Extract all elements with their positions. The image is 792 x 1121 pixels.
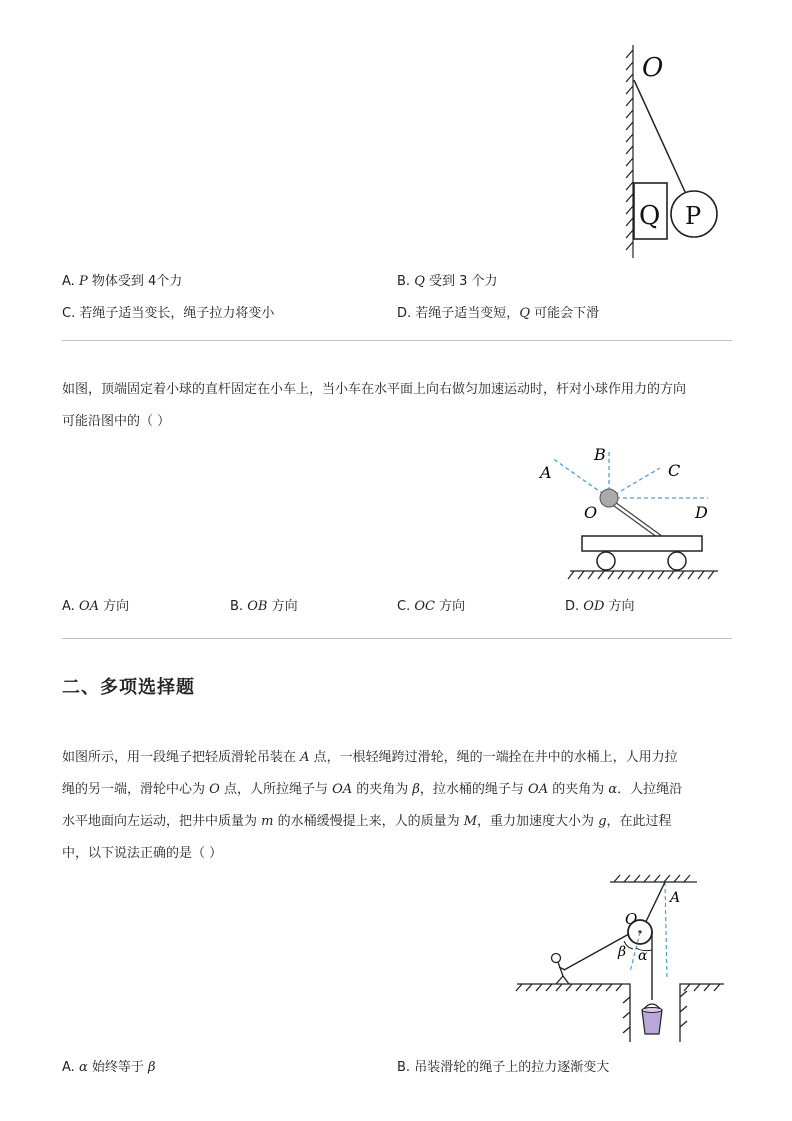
dashed-directions (552, 450, 708, 498)
ceiling-hatch (610, 875, 697, 882)
q3-stem-line1: 如图所示，用一段绳子把轻质滑轮吊装在 A 点，一根轻绳跨过滑轮，绳的一端拴在井中的水桶上，人用力拉 (62, 750, 678, 765)
q3-stem-line4: 中，以下说法正确的是（ ） (62, 846, 223, 861)
label-o: O (625, 910, 638, 928)
q2-stem-line1: 如图，顶端固定着小球的直杆固定在小车上，当小车在水平面上向右做匀加速运动时，杆对小球作用力的方向 (62, 382, 687, 397)
label-a: A (540, 463, 552, 482)
label-p: P (685, 202, 702, 230)
q1-option-a[interactable]: A. P 物体受到 4个力 (62, 274, 183, 289)
q1-option-c[interactable]: C. 若绳子适当变长，绳子拉力将变小 (62, 306, 275, 321)
q3-stem-line2: 绳的另一端，滑轮中心为 O 点，人所拉绳子与 OA 的夹角为 β，拉水桶的绳子与 OA 的夹角为 α．人拉绳沿 (62, 782, 683, 797)
label-beta: β (618, 944, 627, 960)
q3-stem (62, 742, 732, 870)
q3-stem-line3: 水平地面向左运动，把井中质量为 m 的水桶缓慢提上来，人的质量为 M，重力加速度大小为 g，在此过程 (62, 814, 672, 829)
q2-stem (62, 374, 732, 438)
section-title: 二、多项选择题 (62, 677, 195, 698)
q2-option-a[interactable]: A. OA 方向 (62, 599, 130, 614)
q3-figure (512, 872, 727, 1044)
divider (62, 340, 732, 341)
rope (634, 80, 686, 194)
q3-option-b[interactable]: B. 吊装滑轮的绳子上的拉力逐渐变大 (397, 1060, 610, 1075)
q2-option-c[interactable]: C. OC 方向 (397, 599, 466, 614)
cart-body (582, 536, 702, 551)
rod-inner (609, 500, 660, 537)
label-o: O (642, 53, 664, 83)
bucket-rim (642, 1008, 662, 1013)
label-c: C (668, 461, 681, 480)
q2-stem-line2: 可能沿图中的（ ） (62, 414, 171, 429)
q3-option-a[interactable]: A. α 始终等于 β (62, 1060, 156, 1075)
wall-hatch (626, 45, 633, 258)
q1-figure (600, 40, 740, 262)
divider (62, 638, 732, 639)
q1-option-b[interactable]: B. Q 受到 3 个力 (397, 274, 498, 289)
ball (600, 489, 618, 507)
wheel-right (668, 552, 686, 570)
q2-option-d[interactable]: D. OD 方向 (565, 599, 635, 614)
label-o: O (584, 503, 598, 522)
q1-option-d[interactable]: D. 若绳子适当变短，Q 可能会下滑 (397, 306, 600, 321)
label-b: B (594, 445, 606, 464)
q2-figure (530, 440, 725, 590)
q2-option-b[interactable]: B. OB 方向 (230, 599, 298, 614)
label-d: D (695, 503, 708, 522)
ground-well (516, 984, 724, 1042)
label-q: Q (639, 201, 661, 231)
label-a: A (670, 890, 681, 906)
dashed-oa-extension (665, 882, 667, 980)
label-alpha: α (638, 948, 648, 964)
wheel-left (597, 552, 615, 570)
bucket (642, 1010, 662, 1034)
ground-hatch (568, 571, 718, 579)
